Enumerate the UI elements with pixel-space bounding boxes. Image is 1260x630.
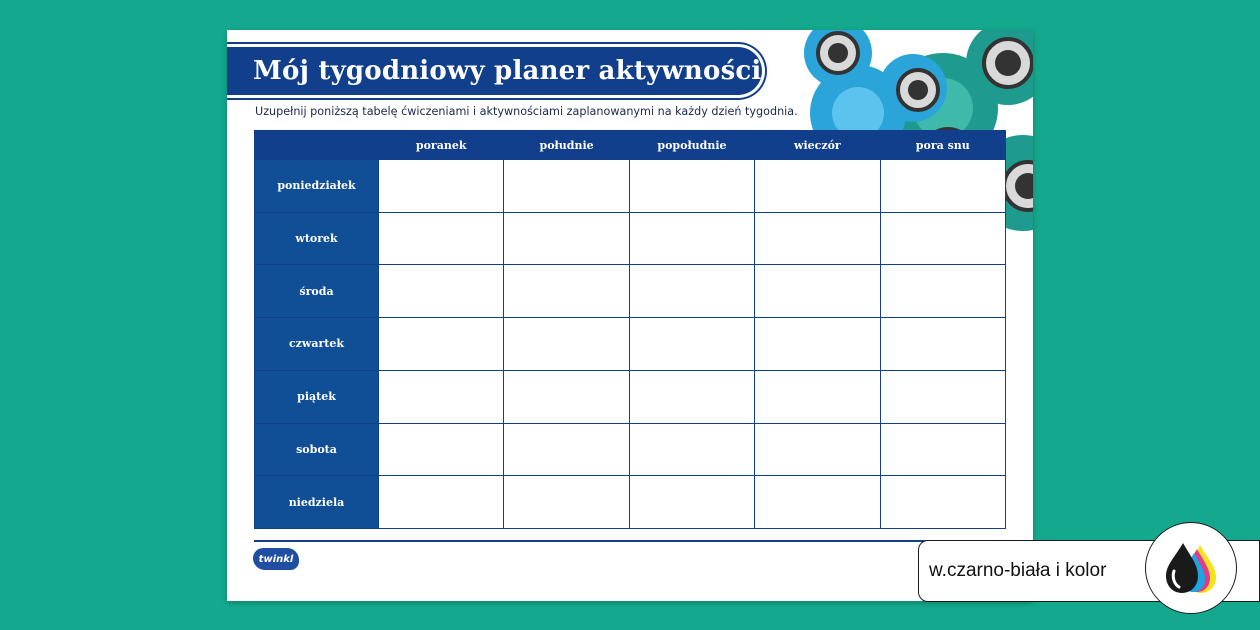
planner-cell [755,265,880,318]
planner-cell [880,423,1005,476]
day-label: piątek [255,370,379,423]
planner-cell [629,476,754,529]
activity-planner-table [254,130,1006,529]
planner-cell [504,212,629,265]
column-header: popołudnie [629,131,754,160]
planner-cell [379,212,504,265]
day-row [255,212,1006,265]
planner-cell [629,370,754,423]
planner-cell [755,212,880,265]
day-row [255,423,1006,476]
planner-cell [880,476,1005,529]
planner-cell [880,370,1005,423]
header-row [255,131,1006,160]
corner-header-cell [255,131,379,160]
instruction-text: Uzupełnij poniższą tabelę ćwiczeniami i aktywnościami zaplanowanymi na każdy dzień tygodnia. [255,105,798,118]
day-row [255,265,1006,318]
column-header: wieczór [755,131,880,160]
column-header: pora snu [880,131,1005,160]
day-row [255,370,1006,423]
planner-cell [379,476,504,529]
planner-cell [880,160,1005,213]
planner-cell [379,423,504,476]
planner-cell [504,160,629,213]
day-label: wtorek [255,212,379,265]
planner-cell [755,318,880,371]
day-label: niedziela [255,476,379,529]
planner-cell [504,423,629,476]
planner-cell [629,265,754,318]
planner-cell [504,476,629,529]
planner-cell [629,318,754,371]
worksheet-preview [227,30,1033,601]
planner-cell [880,212,1005,265]
print-format-label: w.czarno-biała i kolor [929,560,1107,581]
day-label: sobota [255,423,379,476]
page-title: Mój tygodniowy planer aktywności [253,56,762,86]
planner-cell [755,160,880,213]
planner-cell [504,265,629,318]
planner-cell [379,370,504,423]
planner-cell [629,212,754,265]
column-header: południe [504,131,629,160]
planner-cell [379,160,504,213]
title-banner [227,44,765,98]
day-row [255,160,1006,213]
planner-cell [504,318,629,371]
planner-cell [379,318,504,371]
planner-cell [755,370,880,423]
planner-cell [755,423,880,476]
day-label: czwartek [255,318,379,371]
column-header: poranek [379,131,504,160]
day-label: poniedziałek [255,160,379,213]
ink-drops-icon [1145,522,1237,614]
planner-cell [379,265,504,318]
day-row [255,476,1006,529]
planner-cell [880,318,1005,371]
footer-divider [254,540,1006,542]
twinkl-logo: twinkl [253,548,299,570]
planner-cell [629,160,754,213]
planner-cell [629,423,754,476]
planner-cell [880,265,1005,318]
day-row [255,318,1006,371]
day-label: środa [255,265,379,318]
planner-cell [755,476,880,529]
planner-cell [504,370,629,423]
